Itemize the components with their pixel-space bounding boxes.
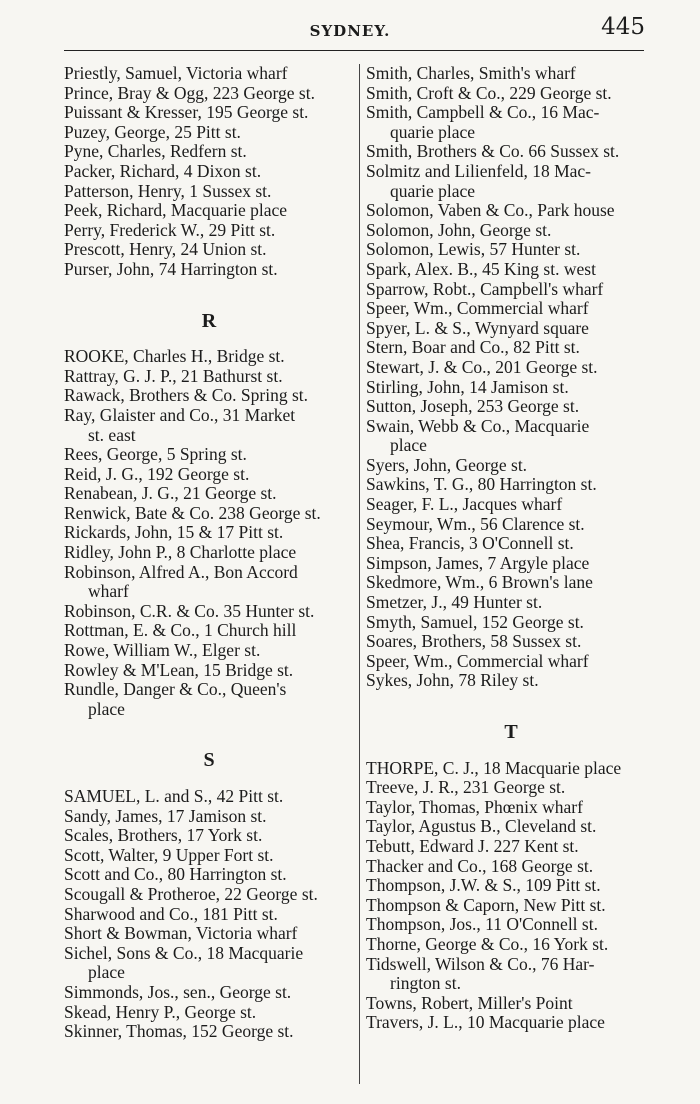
directory-entry: Syers, John, George st. [366, 454, 528, 475]
directory-entry: Thompson, Jos., 11 O'Connell st. [366, 914, 598, 935]
directory-entry: Robinson, C.R. & Co. 35 Hunter st. [64, 600, 315, 621]
directory-entry: ROOKE, Charles H., Bridge st. [64, 346, 285, 367]
directory-entry: Soares, Brothers, 58 Sussex st. [366, 631, 582, 652]
directory-entry: Solomon, Vaben & Co., Park house [366, 200, 615, 221]
section-heading-r: R [201, 309, 217, 332]
directory-entry: Ridley, John P., 8 Charlotte place [64, 542, 297, 563]
directory-entry: Stirling, John, 14 Jamison st. [366, 376, 569, 397]
directory-entry: Peek, Richard, Macquarie place [64, 200, 288, 221]
directory-entry: Spyer, L. & S., Wynyard square [366, 317, 589, 338]
left-block-p [64, 64, 354, 280]
directory-entry: Scales, Brothers, 17 York st. [64, 825, 263, 846]
directory-entry: Treeve, J. R., 231 George st. [366, 777, 566, 798]
page-header-title: SYDNEY. [309, 22, 391, 40]
directory-entry: Stern, Boar and Co., 82 Pitt st. [366, 337, 580, 358]
directory-entry: Solomon, Lewis, 57 Hunter st. [366, 239, 581, 260]
directory-entry: SAMUEL, L. and S., 42 Pitt st. [64, 786, 284, 806]
directory-entry: wharf [88, 581, 129, 602]
directory-entry: Smith, Campbell & Co., 16 Mac- [366, 102, 600, 123]
directory-entry: Rowe, William W., Elger st. [64, 640, 261, 661]
directory-entry: quarie place [390, 121, 476, 142]
directory-entry: Renwick, Bate & Co. 238 George st. [64, 502, 321, 523]
directory-entry: Rawack, Brothers & Co. Spring st. [64, 385, 309, 406]
directory-entry: Speer, Wm., Commercial wharf [366, 650, 589, 671]
directory-entry: Skead, Henry P., George st. [64, 1001, 257, 1022]
left-block-s [64, 787, 354, 1042]
directory-entry: Smith, Charles, Smith's wharf [366, 63, 576, 83]
directory-entry: Rottman, E. & Co., 1 Church hill [64, 620, 297, 641]
directory-entry: Perry, Frederick W., 29 Pitt st. [64, 219, 276, 240]
directory-entry: Sawkins, T. G., 80 Harrington st. [366, 474, 597, 495]
directory-entry: Skinner, Thomas, 152 George st. [64, 1021, 294, 1042]
directory-entry: Sichel, Sons & Co., 18 Macquarie [64, 942, 304, 963]
directory-entry: Thacker and Co., 168 George st. [366, 855, 594, 876]
directory-entry: Rundle, Danger & Co., Queen's [64, 679, 287, 700]
directory-entry: Rowley & M'Lean, 15 Bridge st. [64, 659, 294, 680]
directory-entry: Simpson, James, 7 Argyle place [366, 552, 590, 573]
column-divider [359, 64, 360, 1084]
directory-entry: Smith, Croft & Co., 229 George st. [366, 82, 612, 103]
directory-entry: Prince, Bray & Ogg, 223 George st. [64, 82, 315, 103]
directory-entry: Ray, Glaister and Co., 31 Market [64, 404, 296, 425]
directory-entry: Skedmore, Wm., 6 Brown's lane [366, 572, 593, 593]
directory-entry: Purser, John, 74 Harrington st. [64, 258, 278, 279]
directory-entry: Rickards, John, 15 & 17 Pitt st. [64, 522, 284, 543]
directory-entry: Stewart, J. & Co., 201 George st. [366, 356, 598, 377]
directory-entry: Sparrow, Robt., Campbell's wharf [366, 278, 604, 299]
directory-entry: Smetzer, J., 49 Hunter st. [366, 592, 543, 613]
right-column [366, 64, 656, 1033]
right-block-t [366, 759, 656, 1033]
directory-entry: Thorne, George & Co., 16 York st. [366, 933, 609, 954]
directory-entry: Rees, George, 5 Spring st. [64, 444, 247, 465]
directory-entry: place [88, 962, 125, 983]
directory-entry: Travers, J. L., 10 Macquarie place [366, 1012, 605, 1033]
directory-entry: Sutton, Joseph, 253 George st. [366, 396, 580, 417]
directory-entry: place [390, 435, 427, 456]
directory-entry: Thompson & Caporn, New Pitt st. [366, 894, 606, 915]
right-block-s [366, 64, 656, 691]
directory-entry: Sykes, John, 78 Riley st. [366, 670, 539, 691]
directory-entry: Tidswell, Wilson & Co., 76 Har- [366, 953, 595, 974]
directory-entry: Reid, J. G., 192 George st. [64, 463, 250, 484]
directory-entry: Solomon, John, George st. [366, 219, 552, 240]
directory-entry: rington st. [390, 973, 461, 994]
header-rule [64, 50, 644, 51]
directory-entry: Short & Bowman, Victoria wharf [64, 923, 298, 944]
directory-entry: Taylor, Agustus B., Cleveland st. [366, 816, 597, 837]
directory-entry: Patterson, Henry, 1 Sussex st. [64, 180, 272, 201]
directory-entry: Sandy, James, 17 Jamison st. [64, 805, 267, 826]
directory-entry: Rattray, G. J. P., 21 Bathurst st. [64, 365, 283, 386]
left-column [64, 64, 354, 1042]
directory-entry: Packer, Richard, 4 Dixon st. [64, 160, 262, 181]
directory-entry: Renabean, J. G., 21 George st. [64, 483, 277, 504]
directory-entry: Swain, Webb & Co., Macquarie [366, 415, 590, 436]
directory-entry: Tebutt, Edward J. 227 Kent st. [366, 835, 579, 856]
directory-entry: Puzey, George, 25 Pitt st. [64, 121, 241, 142]
directory-entry: Pyne, Charles, Redfern st. [64, 141, 247, 162]
directory-entry: Smyth, Samuel, 152 George st. [366, 611, 584, 632]
directory-entry: quarie place [390, 180, 476, 201]
directory-entry: Priestly, Samuel, Victoria wharf [64, 63, 288, 83]
section-heading-s: S [203, 749, 215, 772]
directory-entry: Taylor, Thomas, Phœnix wharf [366, 796, 583, 817]
directory-entry: Scott, Walter, 9 Upper Fort st. [64, 844, 274, 865]
directory-entry: Thompson, J.W. & S., 109 Pitt st. [366, 875, 601, 896]
directory-entry: Seager, F. L., Jacques wharf [366, 494, 563, 515]
directory-entry: place [88, 698, 125, 719]
directory-entry: THORPE, C. J., 18 Macquarie place [366, 757, 622, 778]
directory-entry: Smith, Brothers & Co. 66 Sussex st. [366, 141, 620, 162]
directory-entry: Robinson, Alfred A., Bon Accord [64, 561, 298, 582]
directory-entry: st. east [88, 424, 136, 445]
directory-entry: Speer, Wm., Commercial wharf [366, 298, 589, 319]
section-heading-t: T [504, 721, 518, 743]
directory-entry: Sharwood and Co., 181 Pitt st. [64, 903, 278, 924]
directory-entry: Solmitz and Lilienfeld, 18 Mac- [366, 160, 592, 181]
directory-entry: Puissant & Kresser, 195 George st. [64, 102, 309, 123]
directory-entry: Prescott, Henry, 24 Union st. [64, 239, 267, 260]
directory-entry: Simmonds, Jos., sen., George st. [64, 981, 292, 1002]
directory-entry: Seymour, Wm., 56 Clarence st. [366, 513, 585, 534]
page-number: 445 [601, 14, 645, 40]
directory-entry: Scougall & Protheroe, 22 George st. [64, 883, 318, 904]
directory-entry: Towns, Robert, Miller's Point [366, 992, 573, 1013]
directory-entry: Scott and Co., 80 Harrington st. [64, 864, 287, 885]
directory-entry: Shea, Francis, 3 O'Connell st. [366, 533, 574, 554]
left-block-r [64, 347, 354, 719]
directory-entry: Spark, Alex. B., 45 King st. west [366, 258, 596, 279]
